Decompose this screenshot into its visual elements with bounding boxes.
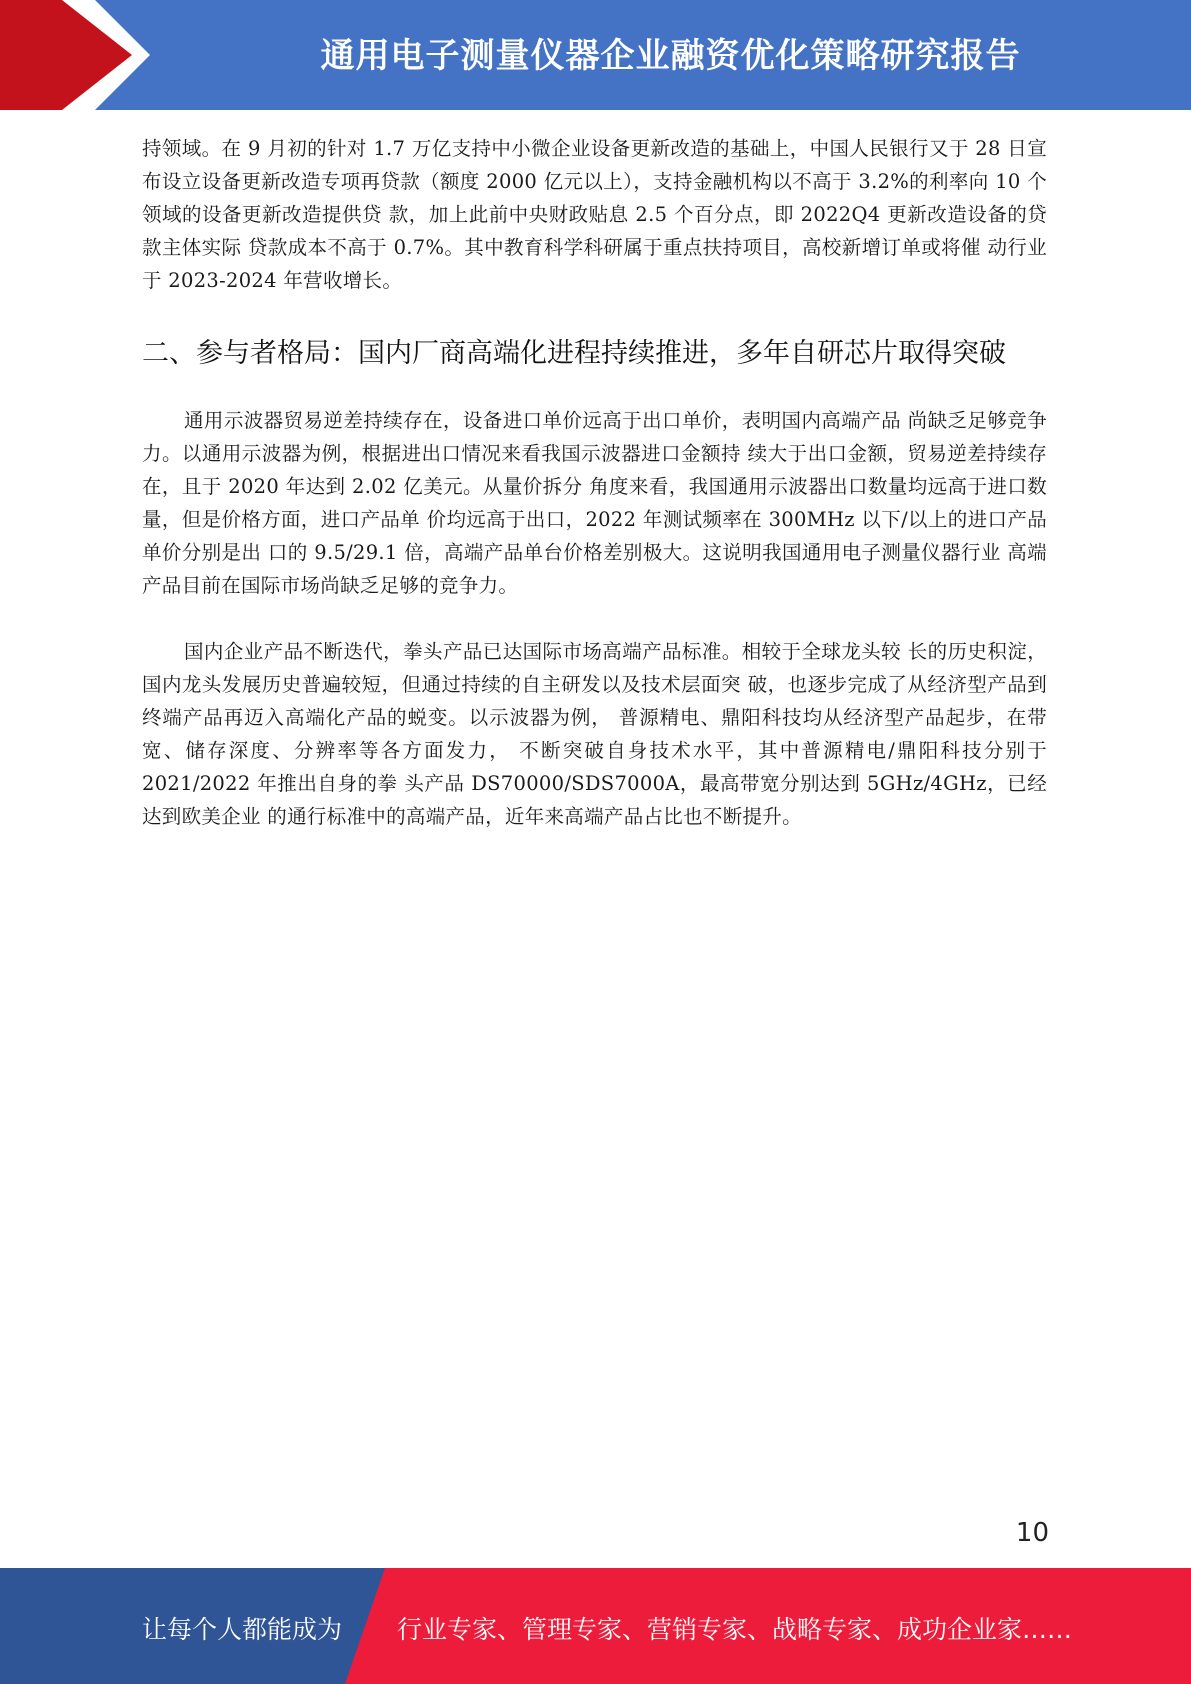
footer-slogan-left: 让每个人都能成为	[142, 1615, 343, 1644]
header-chevron-decoration	[0, 0, 150, 110]
main-content	[142, 132, 1047, 833]
paragraph-continued: 持领域。在 9 月初的针对 1.7 万亿支持中小微企业设备更新改造的基础上，中国人民银行又于 28 日宣布设立设备更新改造专项再贷款（额度 2000 亿元以上），支持金融机构以不高于 3.2%的利率向 10 个领域的设备更新改造提供贷 款，加上此前中央财政贴息 2.5 个百分点，即 2022Q4 更新改造设备的贷款主体实际 贷款成本不高于 0.7%。其中教育科学科研属于重点扶持项目，高校新增订单或将催 动行业于 2023-2024 年营收增长。	[142, 137, 1047, 292]
footer-slogan-right: 行业专家、管理专家、营销专家、战略专家、成功企业家……	[397, 1615, 1073, 1644]
paragraph-product-iteration: 国内企业产品不断迭代，拳头产品已达国际市场高端产品标准。相较于全球龙头较 长的历史积淀，国内龙头发展历史普遍较短，但通过持续的自主研发以及技术层面突 破，也逐步完成了从经济型产品到终端产品再迈入高端化产品的蜕变。以示波器为例， 普源精电、鼎阳科技均从经济型产品起步，在带宽、储存深度、分辨率等各方面发力， 不断突破自身技术水平，其中普源精电/鼎阳科技分别于 2021/2022 年推出自身的拳 头产品 DS70000/SDS7000A，最高带宽分别达到 5GHz/4GHz，已经达到欧美企业 的通行标准中的高端产品，近年来高端产品占比也不断提升。	[142, 640, 1047, 828]
page-footer	[0, 1568, 1191, 1684]
page-number: 10	[1015, 1518, 1049, 1548]
section-heading: 二、参与者格局：国内厂商高端化进程持续推进，多年自研芯片取得突破	[142, 338, 1006, 369]
page-header	[0, 0, 1191, 110]
document-title: 通用电子测量仪器企业融资优化策略研究报告	[320, 36, 1021, 76]
paragraph-trade-deficit: 通用示波器贸易逆差持续存在，设备进口单价远高于出口单价，表明国内高端产品 尚缺乏足够竞争力。以通用示波器为例，根据进出口情况来看我国示波器进口金额持 续大于出口金额，贸易逆差持续存在，且于 2020 年达到 2.02 亿美元。从量价拆分 角度来看，我国通用示波器出口数量均远高于进口数量，但是价格方面，进口产品单 价均远高于出口，2022 年测试频率在 300MHz 以下/以上的进口产品单价分别是出 口的 9.5/29.1 倍，高端产品单台价格差别极大。这说明我国通用电子测量仪器行业 高端产品目前在国际市场尚缺乏足够的竞争力。	[142, 409, 1047, 597]
